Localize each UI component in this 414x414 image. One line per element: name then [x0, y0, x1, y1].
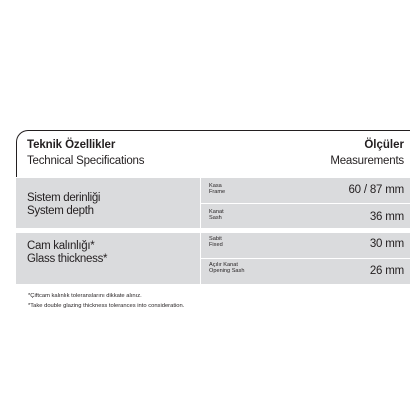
technical-specifications-title-en: Technical Specifications: [27, 155, 145, 167]
sash-label: [209, 209, 224, 222]
sash-value: 36 mm: [369, 211, 404, 223]
footnote-en: *Take double glazing thickness tolerances into consideration.: [28, 303, 185, 309]
sash-label-en: Sash: [209, 215, 222, 222]
opening-sash-label-en: Opening Sash: [209, 268, 245, 275]
opening-sash-value: 26 mm: [369, 265, 404, 277]
sash-label-tr: Kanat: [209, 209, 224, 215]
frame-label-tr: Kasa: [209, 183, 222, 189]
table-header: [16, 130, 410, 178]
glass-thickness-label-tr: Cam kalınlığı*: [27, 240, 95, 252]
measurements-title-en: Measurements: [330, 155, 404, 167]
opening-sash-label-tr: Açılır Kanat: [209, 262, 238, 268]
fixed-row: [201, 233, 410, 258]
glass-thickness-label-en: Glass thickness*: [27, 253, 108, 265]
system-depth-group: [16, 178, 410, 228]
system-depth-label: [27, 192, 100, 218]
opening-sash-label: [209, 262, 244, 275]
specifications-table: [16, 178, 410, 284]
footnote-tr: *Çiftcam kalınlık toleranslarını dikkate alınız.: [28, 293, 142, 299]
frame-label: [209, 183, 225, 196]
fixed-label: [209, 236, 223, 249]
frame-row: [201, 178, 410, 203]
measurements-title-tr: Ölçüler: [364, 139, 404, 151]
system-depth-label-en: System depth: [27, 205, 94, 217]
glass-thickness-label: [27, 240, 107, 266]
fixed-label-tr: Sabit: [209, 236, 222, 242]
sash-row: [201, 204, 410, 228]
frame-label-en: Frame: [209, 189, 226, 196]
frame-value: 60 / 87 mm: [348, 184, 404, 196]
footnotes: [28, 291, 184, 311]
glass-thickness-group: [16, 233, 410, 284]
technical-specifications-title-tr: Teknik Özellikler: [27, 139, 116, 151]
header-rule: [187, 130, 410, 131]
system-depth-label-tr: Sistem derinliği: [27, 192, 101, 204]
header-tab-frame: [16, 130, 189, 177]
fixed-value: 30 mm: [369, 238, 404, 250]
opening-sash-row: [201, 259, 410, 284]
fixed-label-en: Fixed: [209, 242, 223, 249]
